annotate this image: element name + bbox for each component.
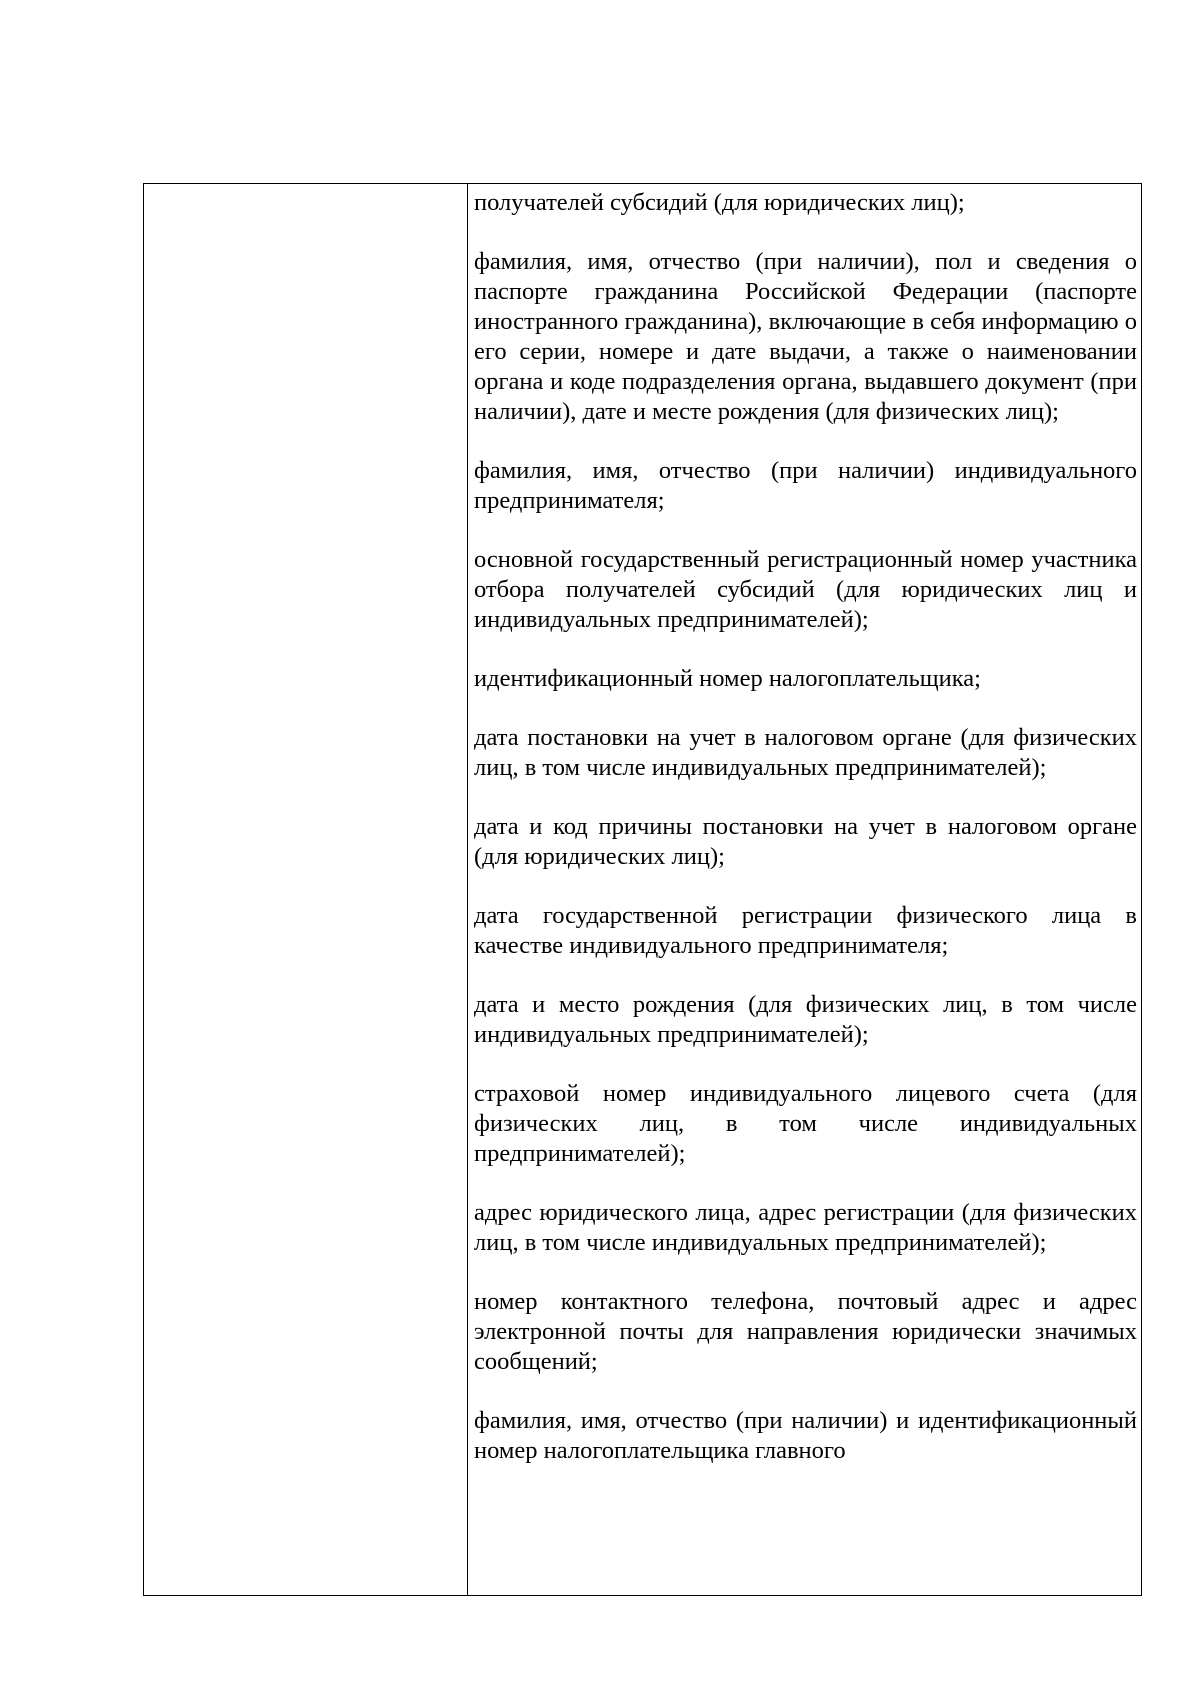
left-cell: [144, 184, 468, 1596]
table-row: [144, 184, 1142, 1596]
paragraph: номер контактного телефона, почтовый адрес и адрес электронной почты для направления юридически значимых сообщений;: [474, 1288, 1137, 1375]
paragraph: фамилия, имя, отчество (при наличии), пол и сведения о паспорте гражданина Российской Федерации (паспорте иностранного гражданина), включающие в себя информацию о его серии, номере и дате выдачи, а также о наименовании органа и коде подразделения органа, выдавшего документ (при наличии), дате и месте рождения (для физических лиц);: [474, 248, 1137, 425]
paragraph: основной государственный регистрационный номер участника отбора получателей субсидий (для юридических лиц и индивидуальных предпринимателей);: [474, 546, 1137, 633]
paragraph: идентификационный номер налогоплательщика;: [474, 665, 981, 692]
paragraph: дата и место рождения (для физических лиц, в том числе индивидуальных предпринимателей);: [474, 991, 1137, 1048]
paragraph: дата и код причины постановки на учет в налоговом органе (для юридических лиц);: [474, 813, 1137, 870]
paragraph: дата государственной регистрации физического лица в качестве индивидуального предпринимателя;: [474, 902, 1137, 959]
paragraph: страховой номер индивидуального лицевого счета (для физических лиц, в том числе индивидуальных предпринимателей);: [474, 1080, 1137, 1167]
paragraph: получателей субсидий (для юридических лиц);: [474, 189, 965, 216]
paragraph: фамилия, имя, отчество (при наличии) индивидуального предпринимателя;: [474, 457, 1137, 514]
document-table: [143, 183, 1142, 1596]
paragraph: дата постановки на учет в налоговом органе (для физических лиц, в том числе индивидуальных предпринимателей);: [474, 724, 1137, 781]
right-cell: [468, 184, 1142, 1596]
paragraph: фамилия, имя, отчество (при наличии) и идентификационный номер налогоплательщика главного: [474, 1407, 1137, 1464]
paragraph: адрес юридического лица, адрес регистрации (для физических лиц, в том числе индивидуальных предпринимателей);: [474, 1199, 1137, 1256]
